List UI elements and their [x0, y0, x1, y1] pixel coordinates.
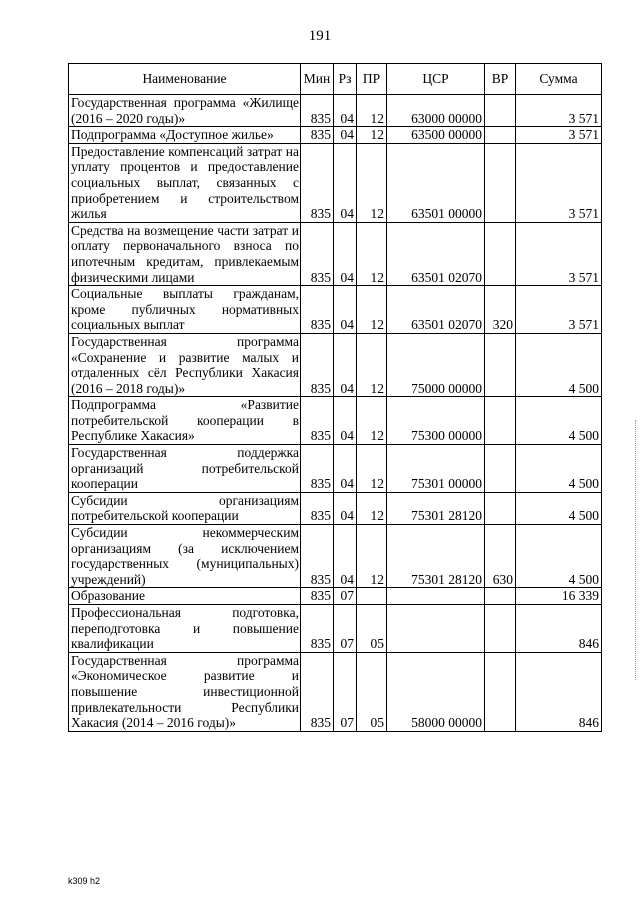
cell-name: Государственная программа «Жилище (2016 – 2020 годы)» — [69, 95, 301, 127]
cell-pr: 12 — [357, 333, 387, 396]
cell-min: 835 — [301, 286, 334, 334]
cell-pr: 12 — [357, 127, 387, 144]
cell-sum: 846 — [516, 605, 602, 653]
cell-name: Подпрограмма «Доступное жилье» — [69, 127, 301, 144]
cell-csr: 63501 02070 — [387, 222, 485, 285]
table-row — [69, 95, 602, 127]
header-row — [69, 64, 602, 95]
cell-vr — [485, 333, 516, 396]
cell-rz: 07 — [334, 588, 357, 605]
cell-min: 835 — [301, 525, 334, 588]
cell-pr — [357, 588, 387, 605]
cell-pr: 05 — [357, 652, 387, 731]
cell-csr — [387, 588, 485, 605]
table-row — [69, 397, 602, 445]
cell-sum: 3 571 — [516, 95, 602, 127]
cell-sum: 4 500 — [516, 492, 602, 524]
header-pr: ПР — [357, 64, 387, 95]
cell-sum: 16 339 — [516, 588, 602, 605]
header-csr: ЦСР — [387, 64, 485, 95]
cell-csr: 58000 00000 — [387, 652, 485, 731]
cell-min: 835 — [301, 95, 334, 127]
cell-name: Государственная программа «Сохранение и развитие малых и отдаленных сёл Республики Хакасия (2016 – 2018 годы)» — [69, 333, 301, 396]
cell-csr — [387, 605, 485, 653]
table-header — [69, 64, 602, 95]
cell-pr: 05 — [357, 605, 387, 653]
cell-min: 835 — [301, 127, 334, 144]
cell-csr: 63501 00000 — [387, 143, 485, 222]
cell-csr: 75301 00000 — [387, 445, 485, 493]
cell-rz: 04 — [334, 333, 357, 396]
table-row — [69, 445, 602, 493]
cell-min: 835 — [301, 605, 334, 653]
cell-pr: 12 — [357, 445, 387, 493]
cell-sum: 3 571 — [516, 286, 602, 334]
cell-sum: 4 500 — [516, 445, 602, 493]
cell-csr: 75300 00000 — [387, 397, 485, 445]
header-rz: Рз — [334, 64, 357, 95]
cell-name: Социальные выплаты гражданам, кроме публичных нормативных социальных выплат — [69, 286, 301, 334]
cell-min: 835 — [301, 492, 334, 524]
cell-vr — [485, 143, 516, 222]
table-body — [69, 95, 602, 732]
cell-pr: 12 — [357, 525, 387, 588]
cell-vr — [485, 397, 516, 445]
cell-min: 835 — [301, 652, 334, 731]
cell-rz: 04 — [334, 445, 357, 493]
cell-vr — [485, 492, 516, 524]
cell-pr: 12 — [357, 492, 387, 524]
cell-vr: 630 — [485, 525, 516, 588]
cell-pr: 12 — [357, 95, 387, 127]
table-row — [69, 605, 602, 653]
cell-pr: 12 — [357, 222, 387, 285]
cell-min: 835 — [301, 143, 334, 222]
table-row — [69, 652, 602, 731]
cell-csr: 75000 00000 — [387, 333, 485, 396]
budget-table — [68, 63, 602, 732]
header-name: Наименование — [69, 64, 301, 95]
cell-name: Субсидии некоммерческим организациям (за исключением государственных (муниципальных) учреждений) — [69, 525, 301, 588]
cell-name: Государственная программа «Экономическое развитие и повышение инвестиционной привлекательности Республики Хакасия (2014 – 2016 годы)» — [69, 652, 301, 731]
cell-min: 835 — [301, 445, 334, 493]
cell-sum: 4 500 — [516, 397, 602, 445]
cell-rz: 04 — [334, 286, 357, 334]
cell-name: Подпрограмма «Развитие потребительской кооперации в Республике Хакасия» — [69, 397, 301, 445]
cell-csr: 63500 00000 — [387, 127, 485, 144]
cell-rz: 04 — [334, 127, 357, 144]
cell-name: Государственная поддержка организаций потребительской кооперации — [69, 445, 301, 493]
table-row — [69, 525, 602, 588]
cell-rz: 04 — [334, 222, 357, 285]
cell-vr — [485, 95, 516, 127]
cell-pr: 12 — [357, 143, 387, 222]
cell-rz: 04 — [334, 143, 357, 222]
table-row — [69, 492, 602, 524]
cell-sum: 4 500 — [516, 525, 602, 588]
scan-edge-marks — [631, 420, 636, 680]
page-number: 191 — [308, 28, 332, 44]
cell-rz: 04 — [334, 397, 357, 445]
cell-rz: 04 — [334, 525, 357, 588]
cell-vr — [485, 652, 516, 731]
cell-name: Предоставление компенсаций затрат на уплату процентов и предоставление социальных выплат, связанных с приобретением и строительством жилья — [69, 143, 301, 222]
cell-csr: 63000 00000 — [387, 95, 485, 127]
cell-sum: 3 571 — [516, 127, 602, 144]
cell-pr: 12 — [357, 286, 387, 334]
cell-name: Образование — [69, 588, 301, 605]
cell-sum: 846 — [516, 652, 602, 731]
cell-min: 835 — [301, 397, 334, 445]
cell-rz: 07 — [334, 605, 357, 653]
cell-csr: 75301 28120 — [387, 525, 485, 588]
table-row — [69, 588, 602, 605]
cell-vr — [485, 588, 516, 605]
cell-name: Средства на возмещение части затрат и оплату первоначального взноса по ипотечным кредитам, привлекаемым физическими лицами — [69, 222, 301, 285]
cell-pr: 12 — [357, 397, 387, 445]
cell-name: Субсидии организациям потребительской кооперации — [69, 492, 301, 524]
table-row — [69, 143, 602, 222]
cell-vr: 320 — [485, 286, 516, 334]
cell-rz: 07 — [334, 652, 357, 731]
cell-csr: 63501 02070 — [387, 286, 485, 334]
cell-vr — [485, 127, 516, 144]
table-row — [69, 127, 602, 144]
header-min: Мин — [301, 64, 334, 95]
cell-vr — [485, 222, 516, 285]
cell-csr: 75301 28120 — [387, 492, 485, 524]
cell-name: Профессиональная подготовка, переподготовка и повышение квалификации — [69, 605, 301, 653]
footer-code: k309 h2 — [68, 876, 101, 886]
cell-rz: 04 — [334, 95, 357, 127]
table-row — [69, 333, 602, 396]
cell-min: 835 — [301, 588, 334, 605]
cell-sum: 3 571 — [516, 222, 602, 285]
cell-vr — [485, 605, 516, 653]
cell-min: 835 — [301, 222, 334, 285]
header-sum: Сумма — [516, 64, 602, 95]
cell-rz: 04 — [334, 492, 357, 524]
cell-min: 835 — [301, 333, 334, 396]
header-vr: ВР — [485, 64, 516, 95]
table-row — [69, 222, 602, 285]
cell-sum: 3 571 — [516, 143, 602, 222]
table-row — [69, 286, 602, 334]
cell-sum: 4 500 — [516, 333, 602, 396]
cell-vr — [485, 445, 516, 493]
